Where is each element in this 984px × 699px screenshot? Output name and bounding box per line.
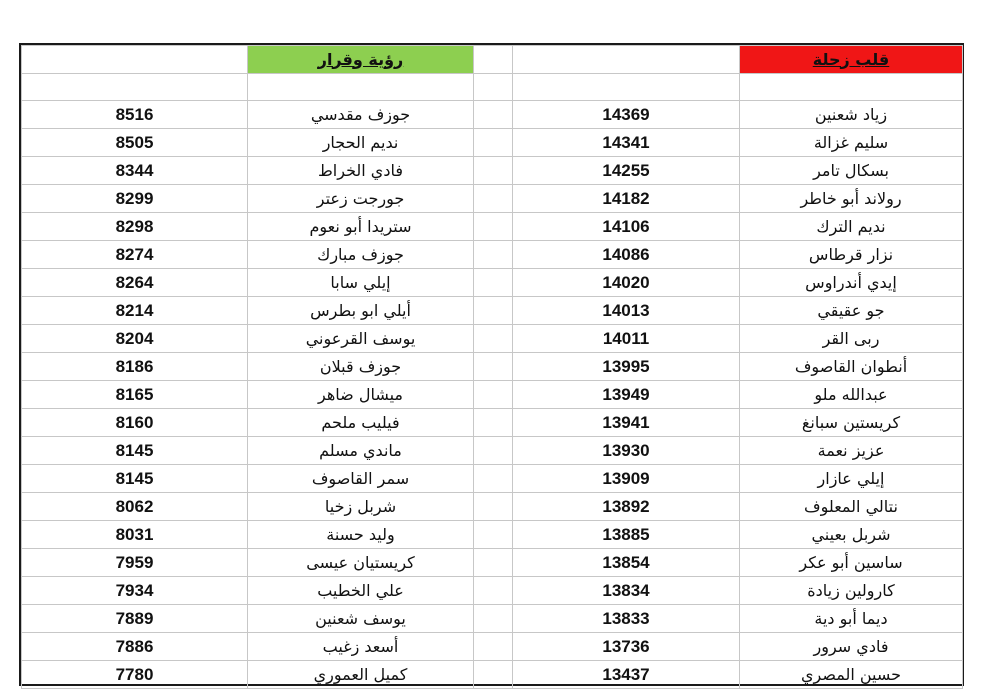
table-row <box>22 129 963 157</box>
gap-cell <box>474 521 513 549</box>
table-row <box>22 549 963 577</box>
gap-cell <box>474 493 513 521</box>
left-score-cell: 7889 <box>22 605 248 633</box>
right-name-cell: ديما أبو دية <box>740 605 963 633</box>
left-name-cell: جوزف مبارك <box>248 241 474 269</box>
results-table <box>21 45 963 689</box>
left-name-cell: كريستيان عيسى <box>248 549 474 577</box>
gap-cell <box>474 437 513 465</box>
right-name-cell: نديم الترك <box>740 213 963 241</box>
gap-cell <box>474 633 513 661</box>
gap-cell <box>474 381 513 409</box>
left-name-cell: شربل زخيا <box>248 493 474 521</box>
table-row <box>22 633 963 661</box>
left-score-cell: 8264 <box>22 269 248 297</box>
left-score-cell: 7886 <box>22 633 248 661</box>
left-name-cell: نديم الحجار <box>248 129 474 157</box>
left-score-cell: 7780 <box>22 661 248 689</box>
results-sheet <box>19 43 964 686</box>
right-name-cell: كريستين سبانغ <box>740 409 963 437</box>
left-name-cell: فيليب ملحم <box>248 409 474 437</box>
left-name-cell: جورجت زعتر <box>248 185 474 213</box>
right-name-cell: بسكال تامر <box>740 157 963 185</box>
right-score-cell: 14086 <box>513 241 740 269</box>
gap-cell <box>474 549 513 577</box>
left-name-cell: ستريدا أبو نعوم <box>248 213 474 241</box>
header-empty-right <box>513 46 740 74</box>
table-row <box>22 437 963 465</box>
left-name-cell: فادي الخراط <box>248 157 474 185</box>
left-score-cell: 8505 <box>22 129 248 157</box>
table-row <box>22 269 963 297</box>
right-score-cell: 13736 <box>513 633 740 661</box>
right-name-cell: نزار قرطاس <box>740 241 963 269</box>
left-score-cell: 7934 <box>22 577 248 605</box>
spacer-row <box>22 74 963 101</box>
right-score-cell: 13995 <box>513 353 740 381</box>
left-score-cell: 8516 <box>22 101 248 129</box>
table-row <box>22 353 963 381</box>
left-name-cell: ماندي مسلم <box>248 437 474 465</box>
spacer-cell <box>248 74 474 101</box>
left-score-cell: 8344 <box>22 157 248 185</box>
table-row <box>22 381 963 409</box>
left-score-cell: 8160 <box>22 409 248 437</box>
right-score-cell: 14369 <box>513 101 740 129</box>
table-row <box>22 213 963 241</box>
table-row <box>22 297 963 325</box>
gap-cell <box>474 213 513 241</box>
right-name-cell: أنطوان القاصوف <box>740 353 963 381</box>
left-score-cell: 8145 <box>22 465 248 493</box>
gap-cell <box>474 157 513 185</box>
left-score-cell: 8204 <box>22 325 248 353</box>
spacer-cell <box>22 74 248 101</box>
left-name-cell: أسعد زغيب <box>248 633 474 661</box>
left-name-cell: سمر القاصوف <box>248 465 474 493</box>
gap-cell <box>474 101 513 129</box>
left-score-cell: 8214 <box>22 297 248 325</box>
table-row <box>22 101 963 129</box>
table-row <box>22 157 963 185</box>
left-name-cell: إيلي سابا <box>248 269 474 297</box>
table-row <box>22 605 963 633</box>
table-row <box>22 521 963 549</box>
spacer-cell <box>740 74 963 101</box>
right-score-cell: 13892 <box>513 493 740 521</box>
gap-cell <box>474 605 513 633</box>
left-score-cell: 8186 <box>22 353 248 381</box>
right-name-cell: رولاند أبو خاطر <box>740 185 963 213</box>
right-score-cell: 13834 <box>513 577 740 605</box>
left-name-cell: وليد حسنة <box>248 521 474 549</box>
table-row <box>22 409 963 437</box>
left-name-cell: جوزف مقدسي <box>248 101 474 129</box>
table-row <box>22 465 963 493</box>
list-header-left: رؤية وقرار <box>248 46 474 74</box>
right-name-cell: ربى القر <box>740 325 963 353</box>
left-name-cell: يوسف القرعوني <box>248 325 474 353</box>
gap-cell <box>474 353 513 381</box>
gap-cell <box>474 129 513 157</box>
right-name-cell: نتالي المعلوف <box>740 493 963 521</box>
right-score-cell: 13854 <box>513 549 740 577</box>
gap-cell <box>474 465 513 493</box>
right-score-cell: 13930 <box>513 437 740 465</box>
gap-cell <box>474 661 513 689</box>
table-row <box>22 241 963 269</box>
right-name-cell: فادي سرور <box>740 633 963 661</box>
left-name-cell: أيلي ابو بطرس <box>248 297 474 325</box>
right-score-cell: 13909 <box>513 465 740 493</box>
gap-cell <box>474 297 513 325</box>
right-name-cell: عزيز نعمة <box>740 437 963 465</box>
left-score-cell: 8298 <box>22 213 248 241</box>
right-name-cell: ساسين أبو عكر <box>740 549 963 577</box>
left-score-cell: 7959 <box>22 549 248 577</box>
right-score-cell: 14020 <box>513 269 740 297</box>
right-name-cell: زياد شعنين <box>740 101 963 129</box>
right-score-cell: 14255 <box>513 157 740 185</box>
right-name-cell: شربل بعيني <box>740 521 963 549</box>
right-name-cell: إيلي عازار <box>740 465 963 493</box>
spacer-cell <box>474 74 513 101</box>
gap-cell <box>474 241 513 269</box>
right-name-cell: إيدي أندراوس <box>740 269 963 297</box>
left-name-cell: علي الخطيب <box>248 577 474 605</box>
header-row <box>22 46 963 74</box>
left-score-cell: 8145 <box>22 437 248 465</box>
table-row <box>22 185 963 213</box>
left-name-cell: كميل العموري <box>248 661 474 689</box>
right-name-cell: سليم غزالة <box>740 129 963 157</box>
gap-cell <box>474 269 513 297</box>
gap-cell <box>474 185 513 213</box>
right-score-cell: 14011 <box>513 325 740 353</box>
gap-cell <box>474 577 513 605</box>
right-score-cell: 14182 <box>513 185 740 213</box>
left-name-cell: ميشال ضاهر <box>248 381 474 409</box>
right-score-cell: 13833 <box>513 605 740 633</box>
list-header-right: قلب زحلة <box>740 46 963 74</box>
right-score-cell: 14106 <box>513 213 740 241</box>
left-score-cell: 8274 <box>22 241 248 269</box>
right-score-cell: 13885 <box>513 521 740 549</box>
header-empty-left <box>22 46 248 74</box>
right-score-cell: 14013 <box>513 297 740 325</box>
right-name-cell: كارولين زيادة <box>740 577 963 605</box>
table-row <box>22 661 963 689</box>
right-name-cell: جو عقيقي <box>740 297 963 325</box>
left-name-cell: يوسف شعنين <box>248 605 474 633</box>
header-gap <box>474 46 513 74</box>
left-score-cell: 8031 <box>22 521 248 549</box>
right-score-cell: 13437 <box>513 661 740 689</box>
left-score-cell: 8299 <box>22 185 248 213</box>
right-score-cell: 14341 <box>513 129 740 157</box>
left-name-cell: جوزف قبلان <box>248 353 474 381</box>
right-score-cell: 13941 <box>513 409 740 437</box>
right-name-cell: حسين المصري <box>740 661 963 689</box>
left-score-cell: 8165 <box>22 381 248 409</box>
left-score-cell: 8062 <box>22 493 248 521</box>
table-row <box>22 325 963 353</box>
table-row <box>22 577 963 605</box>
gap-cell <box>474 325 513 353</box>
table-row <box>22 493 963 521</box>
right-name-cell: عبدالله ملو <box>740 381 963 409</box>
spacer-cell <box>513 74 740 101</box>
results-table-body <box>22 46 963 689</box>
gap-cell <box>474 409 513 437</box>
right-score-cell: 13949 <box>513 381 740 409</box>
